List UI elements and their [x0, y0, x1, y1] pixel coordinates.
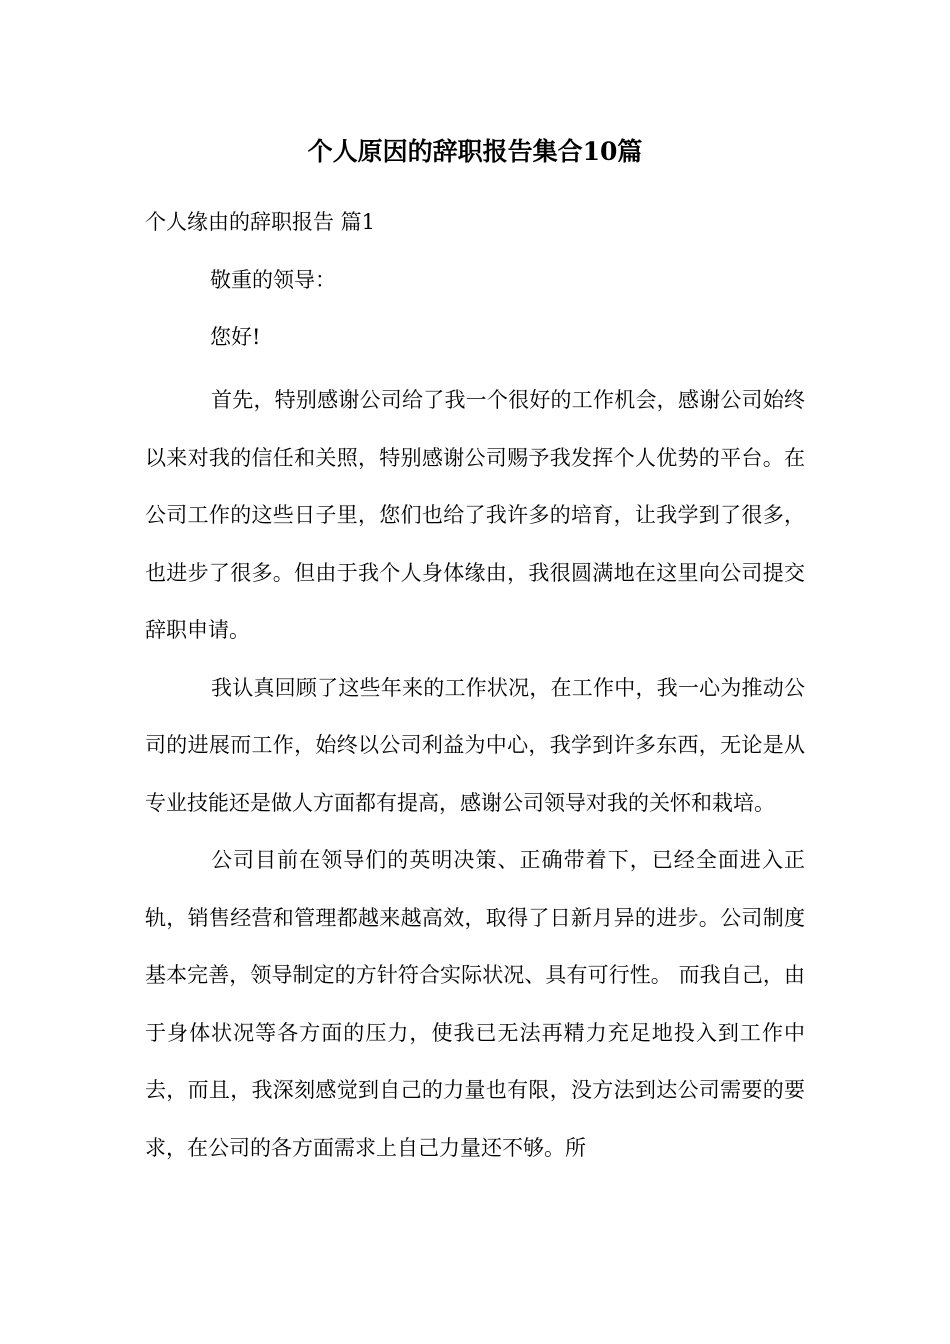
letter-body	[145, 372, 805, 1177]
paragraph-1: 首先，特别感谢公司给了我一个很好的工作机会，感谢公司始终以来对我的信任和关照，特别感谢公司赐予我发挥个人优势的平台。在公司工作的这些日子里，您们也给了我许多的培育，让我学到了很多，也进步了很多。但由于我个人身体缘由，我很圆满地在这里向公司提交辞职申请。	[145, 388, 805, 642]
paragraph-3: 公司目前在领导们的英明决策、正确带着下，已经全面进入正轨，销售经营和管理都越来越高效，取得了日新月异的进步。公司制度基本完善，领导制定的方针符合实际状况、具有可行性。 而我自己，由于身体状况等各方面的压力，使我已无法再精力充足地投入到工作中去，而且，我深刻感觉到自己的力量也有限，没方法到达公司需要的要求，在公司的各方面需求上自己力量还不够。所	[145, 848, 805, 1160]
document-title: 个人原因的辞职报告集合10篇	[307, 137, 643, 166]
greeting: 您好!	[210, 325, 261, 349]
salutation: 敬重的领导：	[210, 268, 336, 292]
section-heading: 个人缘由的辞职报告 篇1	[145, 210, 376, 234]
paragraph-2: 我认真回顾了这些年来的工作状况，在工作中，我一心为推动公司的进展而工作，始终以公司利益为中心，我学到许多东西，无论是从专业技能还是做人方面都有提高，感谢公司领导对我的关怀和栽培。	[145, 675, 805, 815]
